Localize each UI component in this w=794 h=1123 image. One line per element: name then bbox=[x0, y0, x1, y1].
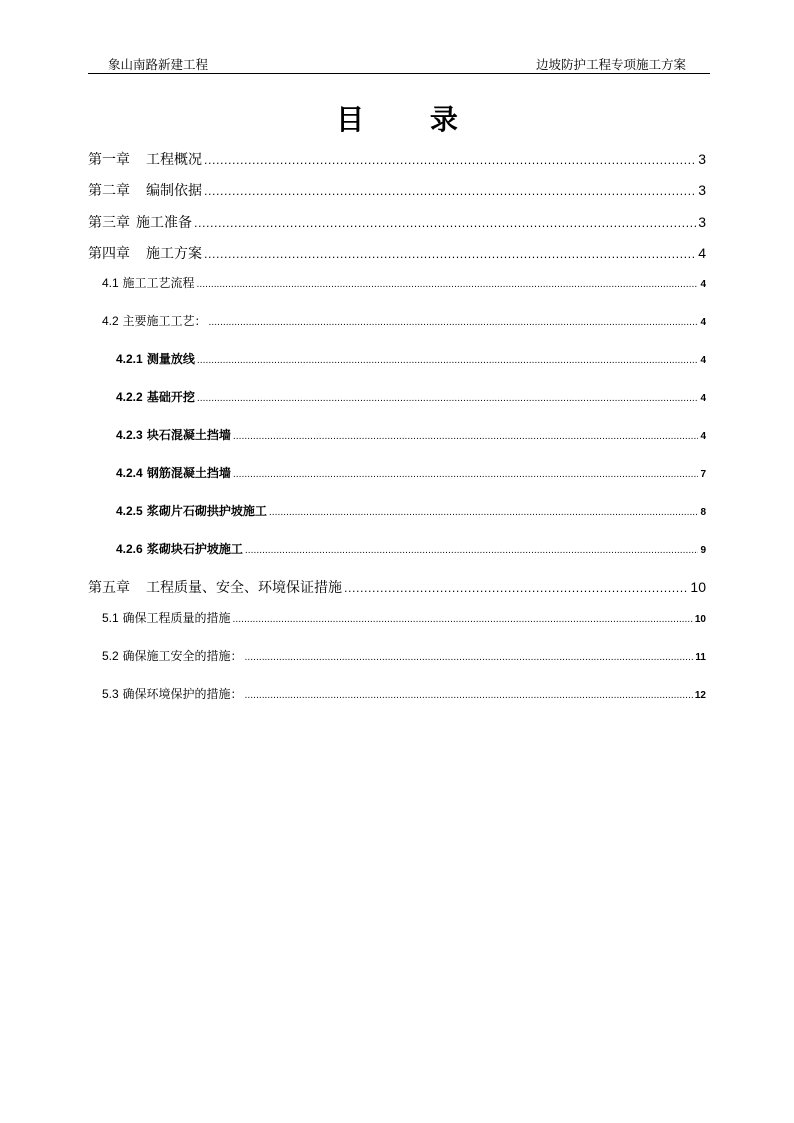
toc-entry-text: 施工方案 bbox=[146, 246, 202, 262]
toc-entry-text: 测量放线 bbox=[146, 352, 195, 366]
toc-entry-text: 浆砌块石护坡施工 bbox=[146, 542, 243, 556]
page-header bbox=[88, 55, 708, 75]
toc-entry-4-2[interactable] bbox=[102, 312, 706, 329]
toc-section-number: 4.2.6 bbox=[116, 542, 143, 556]
toc-dot-leader bbox=[197, 352, 699, 366]
toc-page-number: 4 bbox=[700, 431, 706, 442]
toc-page-number: 4 bbox=[700, 393, 706, 404]
toc-page-number: 3 bbox=[698, 151, 706, 167]
toc-entry-text: 块石混凝土挡墙 bbox=[146, 428, 231, 442]
toc-entry-text: 施工工艺流程 bbox=[122, 276, 195, 290]
toc-entry-text: 工程质量、安全、环境保证措施 bbox=[146, 580, 342, 596]
toc-entry-text: 施工准备 bbox=[136, 215, 192, 231]
toc-page-number: 4 bbox=[700, 279, 706, 290]
toc-chapter-number: 第四章 bbox=[88, 246, 130, 262]
toc-entry-text: 确保施工安全的措施： bbox=[122, 649, 243, 663]
toc-entry-chapter-5[interactable] bbox=[88, 577, 706, 597]
toc-entry-4-2-2[interactable] bbox=[116, 388, 706, 405]
toc-entry-text: 基础开挖 bbox=[146, 390, 195, 404]
toc-dot-leader bbox=[344, 580, 688, 596]
header-document-title: 边坡防护工程专项施工方案 bbox=[535, 57, 686, 72]
toc-entry-chapter-1[interactable] bbox=[88, 149, 706, 169]
header-project-name: 象山南路新建工程 bbox=[108, 57, 209, 72]
toc-entry-text: 钢筋混凝土挡墙 bbox=[146, 466, 231, 480]
toc-dot-leader bbox=[204, 152, 696, 168]
toc-chapter-number: 第二章 bbox=[88, 183, 130, 199]
toc-page-number: 8 bbox=[700, 507, 706, 518]
toc-entry-5-1[interactable] bbox=[102, 609, 706, 626]
toc-entry-4-2-5[interactable] bbox=[116, 502, 706, 519]
toc-entry-5-2[interactable] bbox=[102, 647, 706, 664]
toc-chapter-number: 第一章 bbox=[88, 152, 130, 168]
toc-entry-4-1[interactable] bbox=[102, 274, 706, 291]
header-divider bbox=[88, 73, 710, 74]
toc-entry-text: 确保工程质量的措施 bbox=[122, 611, 231, 625]
toc-title: 目 录 bbox=[336, 103, 486, 136]
toc-page-number: 4 bbox=[700, 317, 706, 328]
toc-dot-leader bbox=[204, 183, 696, 199]
toc-section-number: 4.1 bbox=[102, 276, 119, 290]
toc-section-number: 4.2.1 bbox=[116, 352, 143, 366]
toc-dot-leader bbox=[233, 428, 699, 442]
toc-section-number: 4.2 bbox=[102, 314, 119, 328]
toc-dot-leader bbox=[197, 276, 699, 290]
toc-dot-leader bbox=[204, 246, 696, 262]
toc-entry-chapter-4[interactable] bbox=[88, 243, 706, 263]
toc-page-number: 4 bbox=[700, 355, 706, 366]
toc-entry-4-2-3[interactable] bbox=[116, 426, 706, 443]
toc-page-number: 12 bbox=[694, 690, 706, 701]
toc-dot-leader bbox=[197, 390, 699, 404]
toc-section-number: 4.2.4 bbox=[116, 466, 143, 480]
toc-entry-4-2-4[interactable] bbox=[116, 464, 706, 481]
toc-page-number: 3 bbox=[698, 214, 706, 230]
toc-dot-leader bbox=[245, 542, 699, 556]
toc-section-number: 5.2 bbox=[102, 649, 119, 663]
toc-entry-chapter-3[interactable] bbox=[88, 212, 706, 232]
toc-section-number: 4.2.3 bbox=[116, 428, 143, 442]
toc-entry-text: 编制依据 bbox=[146, 183, 202, 199]
toc-entry-text: 浆砌片石砌拱护坡施工 bbox=[146, 504, 267, 518]
toc-page-number: 9 bbox=[700, 545, 706, 556]
toc-dot-leader bbox=[233, 466, 699, 480]
toc-page-number: 10 bbox=[690, 579, 706, 595]
toc-page-number: 10 bbox=[694, 614, 706, 625]
toc-chapter-number: 第三章 bbox=[88, 215, 130, 231]
toc-chapter-number: 第五章 bbox=[88, 580, 130, 596]
toc-section-number: 5.1 bbox=[102, 611, 119, 625]
toc-dot-leader bbox=[194, 215, 696, 231]
toc-dot-leader bbox=[269, 504, 699, 518]
toc-entry-chapter-2[interactable] bbox=[88, 180, 706, 200]
toc-entry-4-2-6[interactable] bbox=[116, 540, 706, 557]
toc-dot-leader bbox=[245, 649, 694, 663]
toc-page-number: 7 bbox=[700, 469, 706, 480]
toc-entry-4-2-1[interactable] bbox=[116, 350, 706, 367]
toc-dot-leader bbox=[209, 314, 699, 328]
toc-section-number: 4.2.2 bbox=[116, 390, 143, 404]
toc-page-number: 11 bbox=[695, 652, 706, 663]
toc-entry-text: 主要施工工艺： bbox=[122, 314, 207, 328]
toc-entry-text: 工程概况 bbox=[146, 152, 202, 168]
toc-entry-text: 确保环境保护的措施： bbox=[122, 687, 243, 701]
toc-page-number: 4 bbox=[698, 245, 706, 261]
toc-section-number: 4.2.5 bbox=[116, 504, 143, 518]
toc-page-number: 3 bbox=[698, 182, 706, 198]
toc-section-number: 5.3 bbox=[102, 687, 119, 701]
toc-dot-leader bbox=[245, 687, 693, 701]
toc-dot-leader bbox=[233, 611, 693, 625]
toc-entry-5-3[interactable] bbox=[102, 685, 706, 702]
